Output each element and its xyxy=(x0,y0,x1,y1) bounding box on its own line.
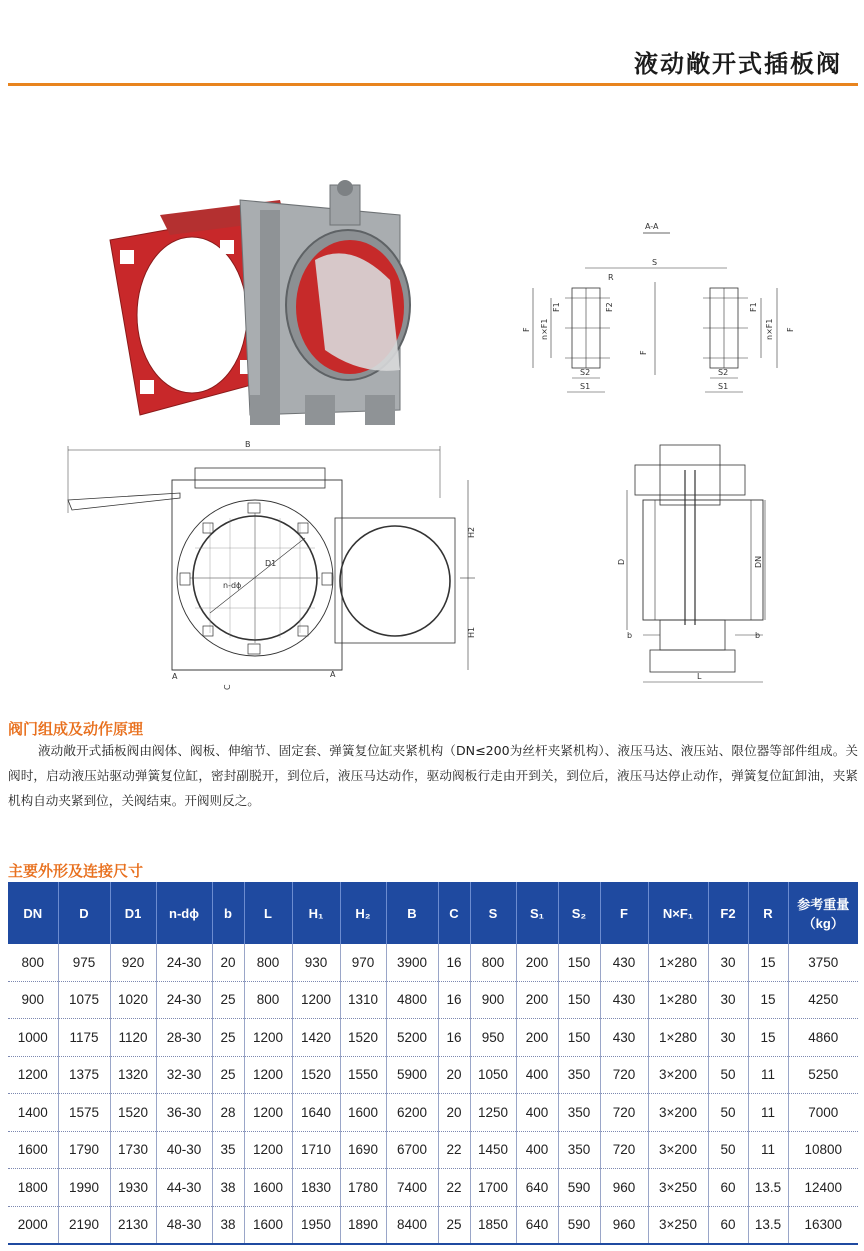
table-row xyxy=(8,1206,858,1244)
table-cell: 1120 xyxy=(110,1019,156,1057)
column-header: R xyxy=(748,882,788,944)
table-cell: 4250 xyxy=(788,981,858,1019)
front-elevation-drawing xyxy=(60,438,490,693)
dim-nxf1-left: n×F1 xyxy=(540,318,549,340)
table-cell: 1850 xyxy=(470,1206,516,1244)
table-cell: 3×200 xyxy=(648,1094,708,1132)
dim-l: L xyxy=(697,672,702,681)
table-cell: 1830 xyxy=(292,1169,340,1207)
section-label: A-A xyxy=(645,222,659,231)
table-cell: 20 xyxy=(438,1094,470,1132)
table-cell: 1200 xyxy=(244,1094,292,1132)
table-cell: 16 xyxy=(438,981,470,1019)
table-cell: 38 xyxy=(212,1206,244,1244)
table-cell: 7400 xyxy=(386,1169,438,1207)
table-cell: 720 xyxy=(600,1056,648,1094)
table-cell: 1050 xyxy=(470,1056,516,1094)
table-cell: 350 xyxy=(558,1056,600,1094)
table-cell: 25 xyxy=(212,1056,244,1094)
table-cell: 1780 xyxy=(340,1169,386,1207)
table-cell: 60 xyxy=(708,1206,748,1244)
table-cell: 35 xyxy=(212,1131,244,1169)
table-cell: 60 xyxy=(708,1169,748,1207)
table-row xyxy=(8,1169,858,1207)
table-cell: 1640 xyxy=(292,1094,340,1132)
column-header: b xyxy=(212,882,244,944)
table-cell: 11 xyxy=(748,1094,788,1132)
table-cell: 900 xyxy=(8,981,58,1019)
dim-b-right: b xyxy=(755,631,761,640)
table-cell: 800 xyxy=(8,944,58,981)
table-cell: 13.5 xyxy=(748,1169,788,1207)
label-a-right: A xyxy=(330,670,336,679)
table-cell: 1375 xyxy=(58,1056,110,1094)
table-cell: 44-30 xyxy=(156,1169,212,1207)
table-row xyxy=(8,1056,858,1094)
valve-photo xyxy=(100,180,420,425)
dim-b-left: b xyxy=(627,631,633,640)
table-cell: 1800 xyxy=(8,1169,58,1207)
table-cell: 1200 xyxy=(8,1056,58,1094)
table-cell: 1520 xyxy=(340,1019,386,1057)
column-header: DN xyxy=(8,882,58,944)
dim-c: C xyxy=(223,684,232,690)
table-cell: 1020 xyxy=(110,981,156,1019)
table-cell: 1310 xyxy=(340,981,386,1019)
table-cell: 16300 xyxy=(788,1206,858,1244)
table-cell: 1730 xyxy=(110,1131,156,1169)
table-cell: 12400 xyxy=(788,1169,858,1207)
table-cell: 5200 xyxy=(386,1019,438,1057)
table-cell: 1600 xyxy=(244,1169,292,1207)
table-cell: 200 xyxy=(516,944,558,981)
column-header: S xyxy=(470,882,516,944)
side-elevation-drawing xyxy=(615,440,785,690)
table-cell: 30 xyxy=(708,1019,748,1057)
table-cell: 970 xyxy=(340,944,386,981)
column-header: B xyxy=(386,882,438,944)
table-cell: 2190 xyxy=(58,1206,110,1244)
table-cell: 11 xyxy=(748,1131,788,1169)
dim-s2-right: S2 xyxy=(718,368,729,377)
table-cell: 2000 xyxy=(8,1206,58,1244)
table-cell: 4800 xyxy=(386,981,438,1019)
table-cell: 1890 xyxy=(340,1206,386,1244)
dim-f2: F2 xyxy=(605,302,614,312)
table-row xyxy=(8,944,858,981)
section-aa-drawing xyxy=(515,220,805,405)
table-cell: 22 xyxy=(438,1131,470,1169)
dimensions-heading: 主要外形及连接尺寸 xyxy=(8,862,144,880)
table-cell: 400 xyxy=(516,1131,558,1169)
table-row xyxy=(8,1094,858,1132)
table-cell: 800 xyxy=(470,944,516,981)
title-rule xyxy=(8,83,858,86)
table-cell: 38 xyxy=(212,1169,244,1207)
column-header: S₁ xyxy=(516,882,558,944)
table-cell: 7000 xyxy=(788,1094,858,1132)
column-header: F xyxy=(600,882,648,944)
table-cell: 720 xyxy=(600,1131,648,1169)
dim-ndphi: n-dϕ xyxy=(223,581,242,590)
column-header: C xyxy=(438,882,470,944)
dim-h2: H2 xyxy=(467,526,476,538)
table-cell: 24-30 xyxy=(156,944,212,981)
table-cell: 1400 xyxy=(8,1094,58,1132)
table-cell: 1700 xyxy=(470,1169,516,1207)
table-cell: 48-30 xyxy=(156,1206,212,1244)
dim-s: S xyxy=(652,258,658,267)
principle-heading: 阀门组成及动作原理 xyxy=(8,720,144,738)
table-cell: 400 xyxy=(516,1056,558,1094)
dim-r: R xyxy=(608,273,614,282)
table-cell: 25 xyxy=(212,1019,244,1057)
dim-dn: DN xyxy=(754,555,763,568)
dim-d1: D1 xyxy=(265,559,277,568)
table-cell: 150 xyxy=(558,944,600,981)
table-cell: 20 xyxy=(212,944,244,981)
table-cell: 1420 xyxy=(292,1019,340,1057)
table-cell: 1790 xyxy=(58,1131,110,1169)
table-cell: 1710 xyxy=(292,1131,340,1169)
table-cell: 28 xyxy=(212,1094,244,1132)
column-header: n-dϕ xyxy=(156,882,212,944)
table-cell: 590 xyxy=(558,1206,600,1244)
column-header: L xyxy=(244,882,292,944)
table-cell: 350 xyxy=(558,1131,600,1169)
label-a-left: A xyxy=(172,672,178,681)
table-cell: 3900 xyxy=(386,944,438,981)
dim-f1-right: F1 xyxy=(749,302,758,312)
dim-f-center: F xyxy=(639,350,648,355)
table-cell: 1990 xyxy=(58,1169,110,1207)
table-cell: 1320 xyxy=(110,1056,156,1094)
table-cell: 640 xyxy=(516,1169,558,1207)
column-header: S₂ xyxy=(558,882,600,944)
table-cell: 16 xyxy=(438,944,470,981)
table-cell: 640 xyxy=(516,1206,558,1244)
table-cell: 10800 xyxy=(788,1131,858,1169)
table-cell: 1930 xyxy=(110,1169,156,1207)
table-cell: 5900 xyxy=(386,1056,438,1094)
table-cell: 15 xyxy=(748,1019,788,1057)
table-cell: 975 xyxy=(58,944,110,981)
table-cell: 6200 xyxy=(386,1094,438,1132)
table-cell: 1200 xyxy=(292,981,340,1019)
table-cell: 960 xyxy=(600,1206,648,1244)
table-cell: 8400 xyxy=(386,1206,438,1244)
table-cell: 1520 xyxy=(110,1094,156,1132)
table-cell: 50 xyxy=(708,1094,748,1132)
table-cell: 40-30 xyxy=(156,1131,212,1169)
table-cell: 11 xyxy=(748,1056,788,1094)
table-cell: 430 xyxy=(600,1019,648,1057)
table-cell: 3750 xyxy=(788,944,858,981)
page-title: 液动敞开式插板阀 xyxy=(634,50,842,78)
dim-nxf1-right: n×F1 xyxy=(765,318,774,340)
dim-s2-left: S2 xyxy=(580,368,591,377)
table-cell: 25 xyxy=(212,981,244,1019)
table-cell: 1950 xyxy=(292,1206,340,1244)
table-cell: 1520 xyxy=(292,1056,340,1094)
table-cell: 930 xyxy=(292,944,340,981)
table-cell: 15 xyxy=(748,981,788,1019)
column-header: N×F₁ xyxy=(648,882,708,944)
table-cell: 13.5 xyxy=(748,1206,788,1244)
table-cell: 1600 xyxy=(340,1094,386,1132)
table-row xyxy=(8,1019,858,1057)
table-cell: 800 xyxy=(244,944,292,981)
table-cell: 32-30 xyxy=(156,1056,212,1094)
table-cell: 5250 xyxy=(788,1056,858,1094)
table-cell: 200 xyxy=(516,1019,558,1057)
table-cell: 20 xyxy=(438,1056,470,1094)
table-cell: 1250 xyxy=(470,1094,516,1132)
table-row xyxy=(8,981,858,1019)
table-header-row xyxy=(8,882,858,944)
table-cell: 50 xyxy=(708,1056,748,1094)
table-cell: 15 xyxy=(748,944,788,981)
table-cell: 920 xyxy=(110,944,156,981)
table-cell: 350 xyxy=(558,1094,600,1132)
table-cell: 150 xyxy=(558,1019,600,1057)
table-cell: 950 xyxy=(470,1019,516,1057)
column-header: H₁ xyxy=(292,882,340,944)
table-cell: 590 xyxy=(558,1169,600,1207)
column-header: F2 xyxy=(708,882,748,944)
table-cell: 24-30 xyxy=(156,981,212,1019)
table-cell: 960 xyxy=(600,1169,648,1207)
table-body xyxy=(8,944,858,1244)
table-cell: 1600 xyxy=(8,1131,58,1169)
table-cell: 22 xyxy=(438,1169,470,1207)
column-header: H₂ xyxy=(340,882,386,944)
column-header: D1 xyxy=(110,882,156,944)
table-cell: 30 xyxy=(708,981,748,1019)
table-cell: 1×280 xyxy=(648,981,708,1019)
table-cell: 430 xyxy=(600,981,648,1019)
dim-h1: H1 xyxy=(467,626,476,638)
table-cell: 1×280 xyxy=(648,944,708,981)
table-cell: 430 xyxy=(600,944,648,981)
table-cell: 25 xyxy=(438,1206,470,1244)
table-cell: 900 xyxy=(470,981,516,1019)
table-cell: 1200 xyxy=(244,1131,292,1169)
table-cell: 1075 xyxy=(58,981,110,1019)
table-cell: 150 xyxy=(558,981,600,1019)
column-header: D xyxy=(58,882,110,944)
dim-d: D xyxy=(617,558,626,565)
table-cell: 50 xyxy=(708,1131,748,1169)
table-cell: 1000 xyxy=(8,1019,58,1057)
table-cell: 28-30 xyxy=(156,1019,212,1057)
table-cell: 1175 xyxy=(58,1019,110,1057)
table-cell: 800 xyxy=(244,981,292,1019)
table-cell: 1690 xyxy=(340,1131,386,1169)
table-cell: 1575 xyxy=(58,1094,110,1132)
table-cell: 1×280 xyxy=(648,1019,708,1057)
table-cell: 2130 xyxy=(110,1206,156,1244)
table-cell: 4860 xyxy=(788,1019,858,1057)
table-cell: 3×250 xyxy=(648,1206,708,1244)
dimensions-table xyxy=(8,882,858,1245)
principle-text: 液动敞开式插板阀由阀体、阀板、伸缩节、固定套、弹簧复位缸夹紧机构（DN≤200为丝杆夹紧机构）、液压马达、液压站、限位器等部件组成。关阀时，启动液压站驱动弹簧复位缸，密封副脱开，到位后，液压马达动作，驱动阀板行走由开到关，到位后，液压马达停止动作，弹簧复位缸卸油，夹紧机构自动夹紧到位，关阀结束。开阀则反之。 xyxy=(8,743,858,808)
dim-f-right: F xyxy=(786,327,795,332)
table-cell: 1200 xyxy=(244,1056,292,1094)
table-cell: 200 xyxy=(516,981,558,1019)
table-cell: 36-30 xyxy=(156,1094,212,1132)
table-cell: 3×200 xyxy=(648,1056,708,1094)
dim-f1-left: F1 xyxy=(552,302,561,312)
table-cell: 1600 xyxy=(244,1206,292,1244)
table-cell: 400 xyxy=(516,1094,558,1132)
table-row xyxy=(8,1131,858,1169)
dim-s1-left: S1 xyxy=(580,382,591,391)
table-cell: 6700 xyxy=(386,1131,438,1169)
dim-s1-right: S1 xyxy=(718,382,729,391)
table-cell: 1550 xyxy=(340,1056,386,1094)
dim-b: B xyxy=(245,440,251,449)
table-cell: 16 xyxy=(438,1019,470,1057)
table-cell: 3×200 xyxy=(648,1131,708,1169)
table-cell: 3×250 xyxy=(648,1169,708,1207)
table-cell: 30 xyxy=(708,944,748,981)
column-header: 参考重量（kg） xyxy=(788,882,858,944)
dim-f-left: F xyxy=(522,327,531,332)
table-cell: 720 xyxy=(600,1094,648,1132)
table-cell: 1200 xyxy=(244,1019,292,1057)
table-cell: 1450 xyxy=(470,1131,516,1169)
